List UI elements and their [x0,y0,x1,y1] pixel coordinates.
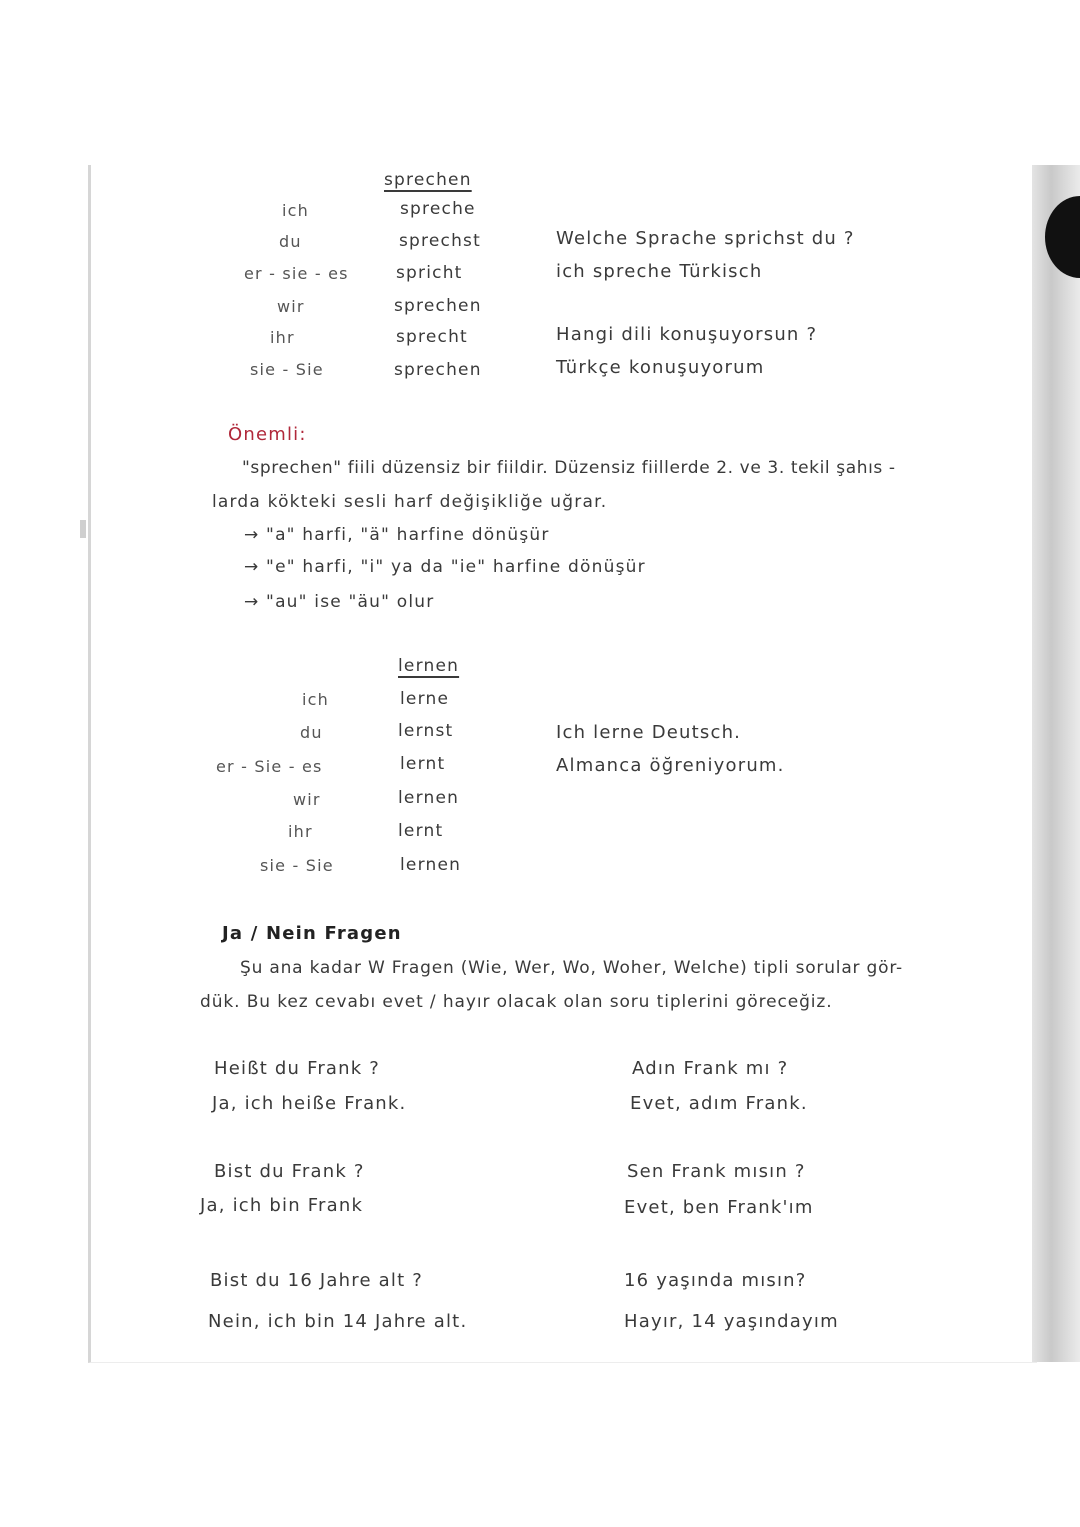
lernen-form-sie-Sie: lernen [400,855,462,875]
pair3-de-answer: Nein, ich bin 14 Jahre alt. [208,1311,468,1332]
note-bullet-3: → "au" ise "äu" olur [244,592,435,612]
pair1-tr-answer: Evet, adım Frank. [630,1093,808,1114]
note-title: Önemli: [228,424,307,445]
ja-nein-title: Ja / Nein Fragen [222,923,402,944]
sprechen-form-wir: sprechen [394,296,482,316]
note-line-2: larda kökteki sesli harf değişikliğe uğrar. [212,492,608,512]
pair2-tr-question: Sen Frank mısın ? [627,1161,806,1182]
pair2-tr-answer: Evet, ben Frank'ım [624,1197,814,1218]
lernen-form-ich: lerne [400,689,450,709]
sprechen-pronoun-sie-Sie: sie - Sie [250,360,324,379]
sprechen-pronoun-du: du [279,232,302,251]
sprechen-form-sie-Sie: sprechen [394,360,482,380]
sprechen-example-tr-answer: Türkçe konuşuyorum [556,357,765,378]
lernen-pronoun-wir: wir [293,790,321,809]
sprechen-form-du: sprechst [399,231,481,251]
page-edge-shadow [1032,165,1080,1362]
lernen-example-de: Ich lerne Deutsch. [556,722,742,743]
sprechen-example-de-answer: ich spreche Türkisch [556,261,763,282]
lernen-form-wir: lernen [398,788,460,808]
pair3-tr-answer: Hayır, 14 yaşındayım [624,1311,839,1332]
lernen-pronoun-sie-Sie: sie - Sie [260,856,334,875]
note-line-1: "sprechen" fiili düzensiz bir fiildir. Düzensiz fiillerde 2. ve 3. tekil şahıs - [242,458,896,478]
lernen-form-ihr: lernt [398,821,444,841]
sprechen-form-er-sie-es: spricht [396,263,463,283]
sprechen-pronoun-ich: ich [282,201,309,220]
note-bullet-1: → "a" harfi, "ä" harfine dönüşür [244,525,550,545]
scan-margin-mark [80,520,86,538]
sprechen-pronoun-er-sie-es: er - sie - es [244,264,349,283]
pair3-de-question: Bist du 16 Jahre alt ? [210,1270,424,1291]
pair2-de-question: Bist du Frank ? [214,1161,365,1182]
pair1-de-answer: Ja, ich heiße Frank. [212,1093,407,1114]
lernen-pronoun-du: du [300,723,323,742]
sprechen-form-ihr: sprecht [396,327,468,347]
ja-nein-para-2: dük. Bu kez cevabı evet / hayır olacak olan soru tiplerini göreceğiz. [200,992,833,1012]
pair2-de-answer: Ja, ich bin Frank [200,1195,364,1216]
sprechen-example-de-question: Welche Sprache sprichst du ? [556,228,855,249]
sprechen-pronoun-wir: wir [277,297,305,316]
pair3-tr-question: 16 yaşında mısın? [624,1270,807,1291]
sprechen-example-tr-question: Hangi dili konuşuyorsun ? [556,324,818,345]
lernen-pronoun-ihr: ihr [288,822,313,841]
lernen-form-er-Sie-es: lernt [400,754,446,774]
pair1-tr-question: Adın Frank mı ? [632,1058,789,1079]
sprechen-header: sprechen [384,170,472,190]
lernen-example-tr: Almanca öğreniyorum. [556,755,785,776]
lernen-pronoun-er-Sie-es: er - Sie - es [216,757,323,776]
pair1-de-question: Heißt du Frank ? [214,1058,381,1079]
sprechen-pronoun-ihr: ihr [270,328,295,347]
lernen-header: lernen [398,656,460,676]
lernen-form-du: lernst [398,721,454,741]
ja-nein-para-1: Şu ana kadar W Fragen (Wie, Wer, Wo, Woher, Welche) tipli sorular gör- [240,958,903,978]
lernen-pronoun-ich: ich [302,690,329,709]
sprechen-form-ich: spreche [400,199,476,219]
note-bullet-2: → "e" harfi, "i" ya da "ie" harfine dönüşür [244,557,646,577]
